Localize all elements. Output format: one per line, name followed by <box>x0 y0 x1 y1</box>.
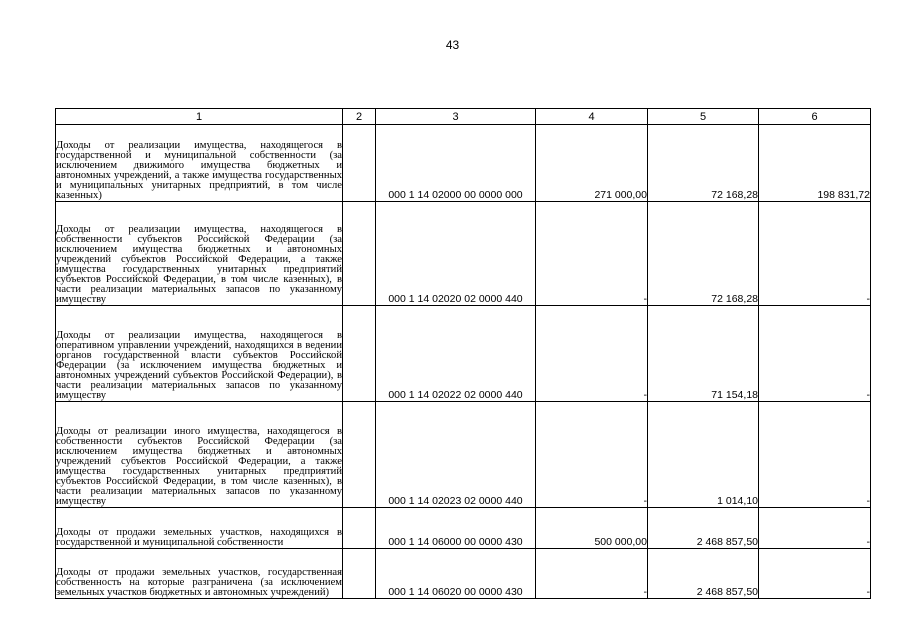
unexecuted-amount: - <box>759 202 871 306</box>
column-2-cell <box>343 306 376 402</box>
column-header-6: 6 <box>759 109 871 125</box>
column-header-4: 4 <box>536 109 648 125</box>
column-header-2: 2 <box>343 109 376 125</box>
column-2-cell <box>343 508 376 549</box>
column-2-cell <box>343 402 376 508</box>
income-name: Доходы от продажи земельных участков, государственная собственность на которые разграничена (за исключением земельных участков бюджетных и автономных учреждений) <box>56 549 343 599</box>
budget-code: 000 1 14 02023 02 0000 440 <box>376 402 536 508</box>
page-number: 43 <box>445 38 460 52</box>
executed-amount: 1 014,10 <box>648 402 759 508</box>
income-name: Доходы от продажи земельных участков, находящихся в государственной и муниципальной собственности <box>56 508 343 549</box>
column-header-5: 5 <box>648 109 759 125</box>
column-2-cell <box>343 125 376 202</box>
table-row <box>56 508 871 549</box>
budget-code: 000 1 14 06000 00 0000 430 <box>376 508 536 549</box>
approved-amount: 500 000,00 <box>536 508 648 549</box>
executed-amount: 2 468 857,50 <box>648 508 759 549</box>
budget-code: 000 1 14 02020 02 0000 440 <box>376 202 536 306</box>
budget-code: 000 1 14 02022 02 0000 440 <box>376 306 536 402</box>
approved-amount: - <box>536 402 648 508</box>
column-header-3: 3 <box>376 109 536 125</box>
header-row <box>56 109 871 125</box>
approved-amount: - <box>536 202 648 306</box>
unexecuted-amount: - <box>759 549 871 599</box>
column-2-cell <box>343 549 376 599</box>
unexecuted-amount: - <box>759 306 871 402</box>
approved-amount: - <box>536 306 648 402</box>
approved-amount: 271 000,00 <box>536 125 648 202</box>
executed-amount: 72 168,28 <box>648 202 759 306</box>
unexecuted-amount: 198 831,72 <box>759 125 871 202</box>
income-name: Доходы от реализации имущества, находящегося в оперативном управлении учреждений, находящихся в ведении органов государственной власти субъектов Российской Федерации (за исключением имущества бюджетных и автономных учреждений субъектов Российской Федерации), в части реализации материальных запасов по указанному имуществу <box>56 306 343 402</box>
column-header-1: 1 <box>56 109 343 125</box>
executed-amount: 71 154,18 <box>648 306 759 402</box>
revenue-table <box>55 108 871 599</box>
budget-code: 000 1 14 02000 00 0000 000 <box>376 125 536 202</box>
approved-amount: - <box>536 549 648 599</box>
unexecuted-amount: - <box>759 508 871 549</box>
income-name: Доходы от реализации имущества, находящегося в собственности субъектов Российской Федерации (за исключением имущества бюджетных и автономных учреждений субъектов Российской Федерации, а также имущества государственных унитарных предприятий субъектов Российской Федерации, в том числе казенных), в части реализации материальных запасов по указанному имуществу <box>56 202 343 306</box>
table-row <box>56 402 871 508</box>
table-row <box>56 549 871 599</box>
table-row <box>56 125 871 202</box>
column-2-cell <box>343 202 376 306</box>
table-row <box>56 202 871 306</box>
unexecuted-amount: - <box>759 402 871 508</box>
income-name: Доходы от реализации имущества, находящегося в государственной и муниципальной собственности (за исключением движимого имущества бюджетных и автономных учреждений, а также имущества государственных и муниципальных унитарных предприятий, в том числе казенных) <box>56 125 343 202</box>
table-row <box>56 306 871 402</box>
income-name: Доходы от реализации иного имущества, находящегося в собственности субъектов Российской Федерации (за исключением имущества бюджетных и автономных учреждений субъектов Российской Федерации, а также имущества государственных унитарных предприятий субъектов Российской Федерации, в том числе казенных), в части реализации материальных запасов по указанному имуществу <box>56 402 343 508</box>
budget-code: 000 1 14 06020 00 0000 430 <box>376 549 536 599</box>
executed-amount: 2 468 857,50 <box>648 549 759 599</box>
executed-amount: 72 168,28 <box>648 125 759 202</box>
